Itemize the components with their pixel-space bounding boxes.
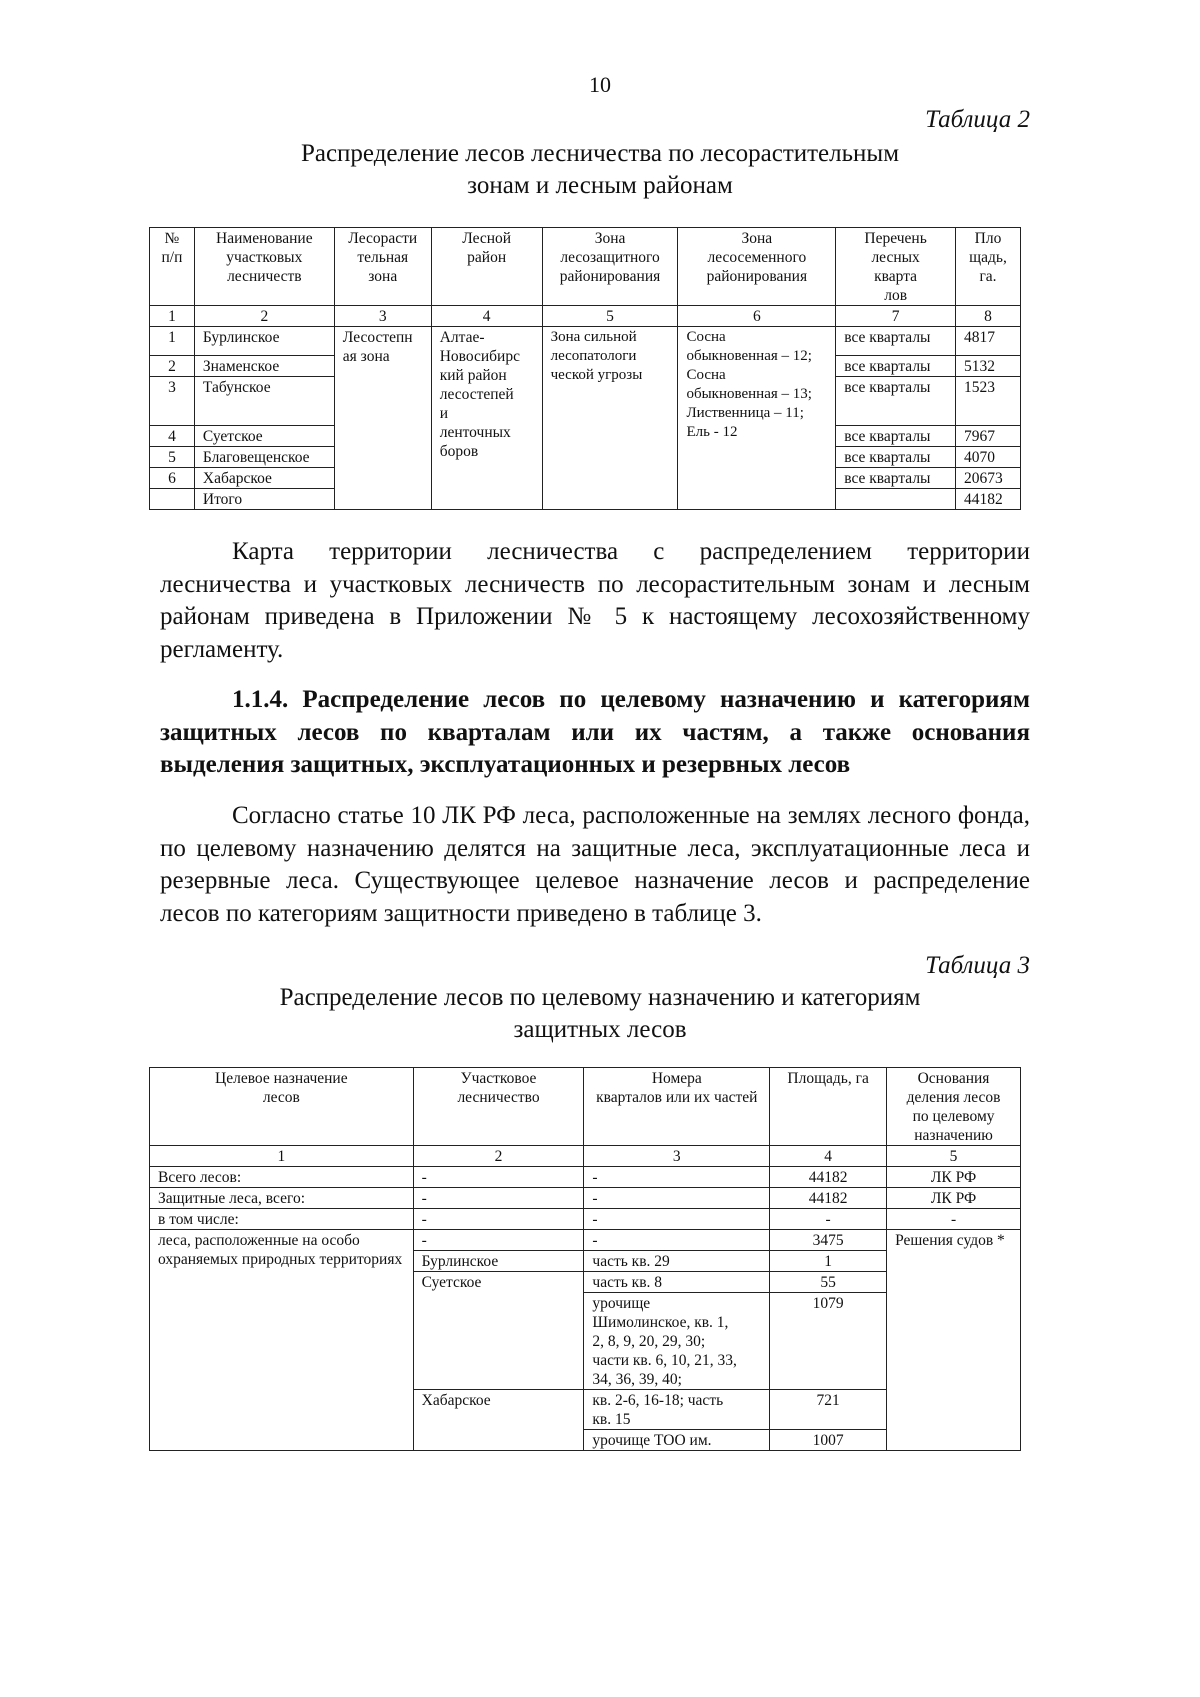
table2-title: [150, 138, 1050, 202]
t3-colnum: 4: [770, 1146, 887, 1167]
area-cell: 1007: [770, 1430, 887, 1451]
table2-caption: Таблица 2: [925, 106, 1030, 133]
area-value: 7967: [956, 426, 1021, 447]
area-value: 4070: [956, 447, 1021, 468]
t3-header-purpose: Целевое назначение лесов: [150, 1068, 414, 1146]
purpose-label: Защитные леса, всего:: [150, 1188, 414, 1209]
quarters-cell: урочище ТОО им.: [584, 1430, 770, 1451]
area-cell: 55: [770, 1272, 887, 1293]
t2-colnum: 1: [150, 306, 195, 327]
t3-header-area: Площадь, га: [770, 1068, 887, 1146]
t2-colnum: 3: [334, 306, 431, 327]
quarters-cell: -: [584, 1167, 770, 1188]
forestry-name: Суетское: [194, 426, 334, 447]
row-num: [150, 489, 195, 510]
table2-title-line1: Распределение лесов лесничества по лесорастительным: [300, 140, 900, 167]
forestry-cell: Суетское: [413, 1272, 584, 1390]
row-num: 4: [150, 426, 195, 447]
purpose-label: в том числе:: [150, 1209, 414, 1230]
t3-header-forestry: Участковое лесничество: [413, 1068, 584, 1146]
quarters-list: все кварталы: [836, 327, 956, 356]
forestry-cell: -: [413, 1230, 584, 1251]
quarters-list: все кварталы: [836, 447, 956, 468]
quarters-list: все кварталы: [836, 356, 956, 377]
table3-title-line1: Распределение лесов по целевому назначению и категориям: [279, 984, 921, 1011]
forestry-name: Благовещенское: [194, 447, 334, 468]
table3-title-line2: защитных лесов: [513, 1016, 687, 1043]
area-cell: 44182: [770, 1167, 887, 1188]
t2-colnum: 6: [678, 306, 836, 327]
area-value: 5132: [956, 356, 1021, 377]
quarters-list: [836, 489, 956, 510]
table-row: [150, 1167, 1021, 1188]
table3-title: [150, 982, 1050, 1046]
paragraph-text: Согласно статье 10 ЛК РФ леса, расположенные на землях лесного фонда, по целевому назначению делятся на защитные леса, эксплуатационные леса и резервные леса. Существующее целевое назначение лесов и распределение лесов по категориям защитности приведено в таблице 3.: [160, 802, 1030, 927]
quarters-cell: кв. 2-6, 16-18; часть кв. 15: [584, 1390, 770, 1430]
table-row: [150, 1209, 1021, 1230]
section-heading-text: 1.1.4. Распределение лесов по целевому назначению и категориям защитных лесов по кварталам или их частям, а также основания выделения защитных, эксплуатационных и резервных лесов: [160, 686, 1030, 778]
area-cell: 3475: [770, 1230, 887, 1251]
t2-header-quarters: Перечень лесных кварта лов: [836, 228, 956, 306]
t2-header-protection-zone: Зона лесозащитного районирования: [542, 228, 678, 306]
t2-header-area: Пло щадь, га.: [956, 228, 1021, 306]
t3-colnum: 5: [887, 1146, 1021, 1167]
quarters-cell: часть кв. 29: [584, 1251, 770, 1272]
t3-colnum: 3: [584, 1146, 770, 1167]
word: распределением: [699, 538, 872, 565]
t2-header-num: № п/п: [150, 228, 195, 306]
forestry-cell: Хабарское: [413, 1390, 584, 1451]
area-cell: 1: [770, 1251, 887, 1272]
forestry-name: Знаменское: [194, 356, 334, 377]
t2-colnum: 4: [431, 306, 542, 327]
purpose-label: Всего лесов:: [150, 1167, 414, 1188]
t3-colnum: 2: [413, 1146, 584, 1167]
purpose-label-oopt: леса, расположенные на особо охраняемых природных территориях: [150, 1230, 414, 1451]
forestry-name: Бурлинское: [194, 327, 334, 356]
quarters-list: все кварталы: [836, 426, 956, 447]
forestry-name: Табунское: [194, 377, 334, 426]
t3-header-quarters: Номера кварталов или их частей: [584, 1068, 770, 1146]
area-value: 4817: [956, 327, 1021, 356]
word: территории: [907, 538, 1030, 565]
word: территории: [329, 538, 452, 565]
word: Карта: [232, 538, 294, 565]
table-row: [150, 1230, 1021, 1251]
area-cell: 721: [770, 1390, 887, 1430]
paragraph-first-line: [160, 536, 1030, 569]
forest-district-cell: Алтае- Новосибирс кий район лесостепей и ленточных боров: [431, 327, 542, 510]
t2-colnum: 8: [956, 306, 1021, 327]
table2: [149, 227, 1021, 510]
forestry-cell: -: [413, 1209, 584, 1230]
basis-cell: ЛК РФ: [887, 1188, 1021, 1209]
table2-title-line2: зонам и лесным районам: [467, 172, 733, 199]
row-num: 2: [150, 356, 195, 377]
area-value: 1523: [956, 377, 1021, 426]
page-number: 10: [589, 72, 611, 97]
t2-colnum: 2: [194, 306, 334, 327]
forestry-name: Хабарское: [194, 468, 334, 489]
basis-cell: -: [887, 1209, 1021, 1230]
quarters-cell: -: [584, 1209, 770, 1230]
table3: [149, 1067, 1021, 1451]
quarters-cell: часть кв. 8: [584, 1272, 770, 1293]
word: лесничества: [487, 538, 619, 565]
paragraph-rest: лесничества и участковых лесничеств по лесорастительным зонам и лесным районам приведена в Приложении № 5 к настоящему лесохозяйственному регламенту.: [160, 570, 1030, 663]
t2-header-district: Лесной район: [431, 228, 542, 306]
t3-header-basis: Основания деления лесов по целевому назначению: [887, 1068, 1021, 1146]
basis-cell: ЛК РФ: [887, 1167, 1021, 1188]
paragraph-article-10: [160, 800, 1030, 930]
t2-colnum: 7: [836, 306, 956, 327]
word: с: [653, 538, 665, 565]
forestry-cell: -: [413, 1188, 584, 1209]
t2-header-zone: Лесорасти тельная зона: [334, 228, 431, 306]
basis-cell-court: Решения судов *: [887, 1230, 1021, 1451]
t2-header-seed-zone: Зона лесосеменного районирования: [678, 228, 836, 306]
forest-zone-cell: Лесостепн ая зона: [334, 327, 431, 510]
row-num: 6: [150, 468, 195, 489]
table3-caption: Таблица 3: [925, 952, 1030, 979]
row-num: 3: [150, 377, 195, 426]
total-label: Итого: [194, 489, 334, 510]
row-num: 5: [150, 447, 195, 468]
area-value: 20673: [956, 468, 1021, 489]
seed-zone-cell: Сосна обыкновенная – 12; Сосна обыкновенная – 13; Лиственница – 11; Ель - 12: [678, 327, 836, 510]
protection-zone-cell: Зона сильной лесопатологи ческой угрозы: [542, 327, 678, 510]
t2-colnum: 5: [542, 306, 678, 327]
forestry-cell: Бурлинское: [413, 1251, 584, 1272]
forestry-cell: -: [413, 1167, 584, 1188]
quarters-list: все кварталы: [836, 468, 956, 489]
section-heading: [160, 684, 1030, 782]
row-num: 1: [150, 327, 195, 356]
area-cell: 44182: [770, 1188, 887, 1209]
table-row: [150, 1188, 1021, 1209]
t3-colnum: 1: [150, 1146, 414, 1167]
t2-header-name: Наименование участковых лесничеств: [194, 228, 334, 306]
quarters-cell: урочище Шимолинское, кв. 1, 2, 8, 9, 20, 29, 30; части кв. 6, 10, 21, 33, 34, 36, 39, 40;: [584, 1293, 770, 1390]
quarters-list: все кварталы: [836, 377, 956, 426]
paragraph-map-reference: [160, 536, 1030, 666]
quarters-cell: -: [584, 1230, 770, 1251]
quarters-cell: -: [584, 1188, 770, 1209]
area-cell: 1079: [770, 1293, 887, 1390]
area-cell: -: [770, 1209, 887, 1230]
table-row: [150, 327, 1021, 356]
total-area: 44182: [956, 489, 1021, 510]
